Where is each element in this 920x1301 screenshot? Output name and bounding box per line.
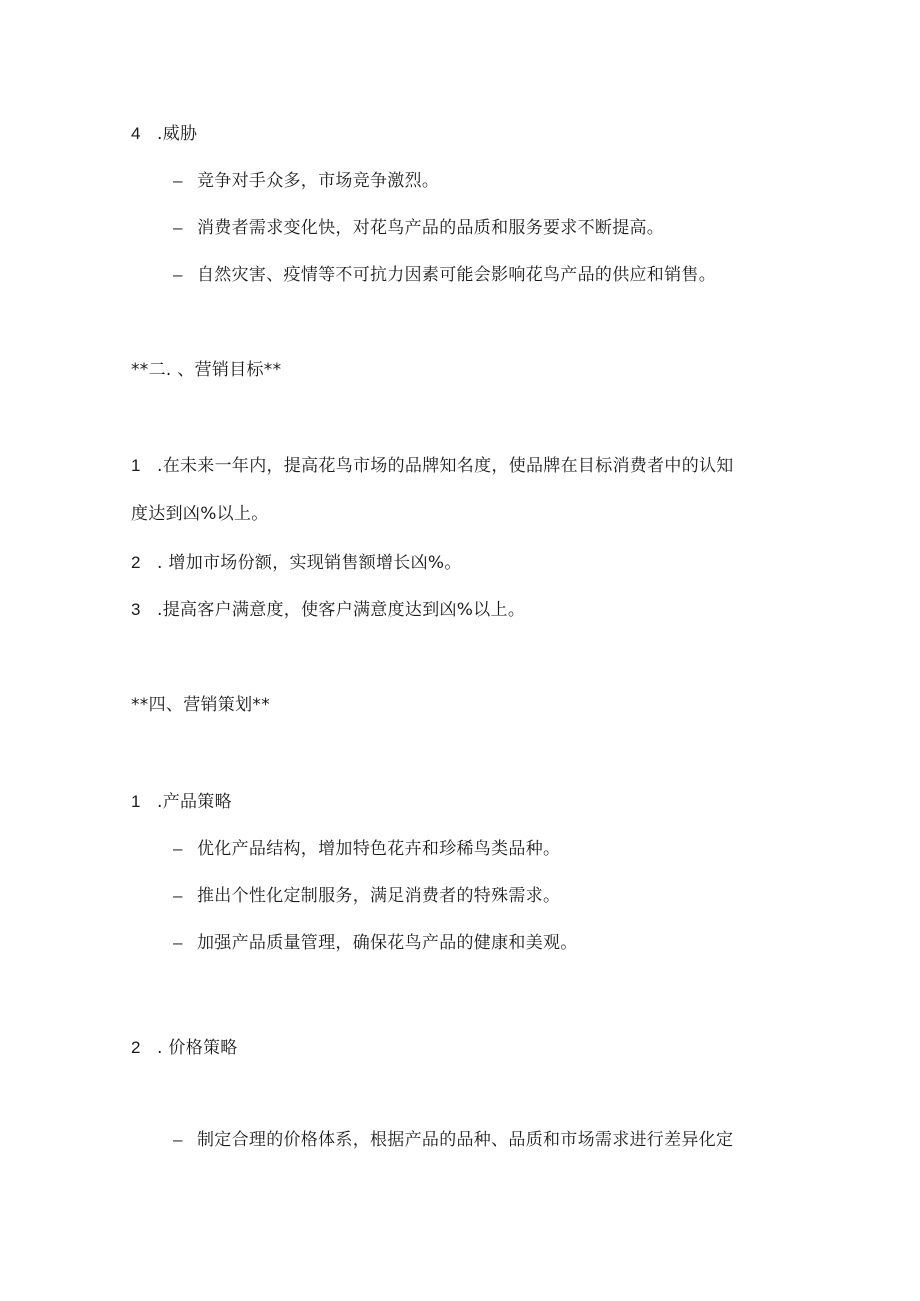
goal-item-continuation: 度达到凶%以上。 xyxy=(131,504,269,524)
section-number: 4 xyxy=(131,124,141,143)
goal-item xyxy=(131,454,734,478)
bullet-item xyxy=(173,837,560,861)
dash-marker: – xyxy=(173,933,183,952)
subsection-title: . 价格策略 xyxy=(157,1038,238,1058)
subsection-title: .产品策略 xyxy=(157,792,232,812)
bullet-text: 消费者需求变化快，对花鸟产品的品质和服务要求不断提高。 xyxy=(197,218,665,238)
bullet-item xyxy=(173,931,578,955)
bullet-item xyxy=(173,216,664,240)
dash-marker: – xyxy=(173,839,183,858)
dash-marker: – xyxy=(173,218,183,237)
goal-text: .在未来一年内，提高花鸟市场的品牌知名度，使品牌在目标消费者中的认知 xyxy=(157,456,734,476)
goal-item xyxy=(131,551,462,575)
bullet-item xyxy=(173,263,716,287)
section-threat-heading xyxy=(131,122,197,146)
goal-text: . 增加市场份额，实现销售额增长凶%。 xyxy=(157,553,462,573)
dash-marker: – xyxy=(173,265,183,284)
bullet-text: 推出个性化定制服务，满足消费者的特殊需求。 xyxy=(197,886,561,906)
goal-item xyxy=(131,598,525,622)
bullet-text: 竞争对手众多，市场竞争激烈。 xyxy=(197,171,440,191)
item-number: 2 xyxy=(131,1038,141,1057)
dash-marker: – xyxy=(173,1130,183,1149)
dash-marker: – xyxy=(173,171,183,190)
heading-marketing-goals: **二. 、营销目标** xyxy=(131,360,282,380)
bullet-item xyxy=(173,1128,733,1152)
heading-marketing-plan: **四、营销策划** xyxy=(131,695,270,715)
price-strategy-heading xyxy=(131,1036,238,1060)
product-strategy-heading xyxy=(131,790,232,814)
dash-marker: – xyxy=(173,886,183,905)
bullet-text: 自然灾害、疫情等不可抗力因素可能会影响花鸟产品的供应和销售。 xyxy=(197,265,716,285)
item-number: 1 xyxy=(131,792,141,811)
goal-text: .提高客户满意度，使客户满意度达到凶%以上。 xyxy=(157,600,526,620)
bullet-text: 制定合理的价格体系，根据产品的品种、品质和市场需求进行差异化定 xyxy=(197,1130,734,1150)
item-number: 2 xyxy=(131,553,141,572)
bullet-text: 加强产品质量管理，确保花鸟产品的健康和美观。 xyxy=(197,933,578,953)
item-number: 1 xyxy=(131,456,141,475)
bullet-text: 优化产品结构，增加特色花卉和珍稀鸟类品种。 xyxy=(197,839,561,859)
item-number: 3 xyxy=(131,600,141,619)
bullet-item xyxy=(173,169,439,193)
section-title: .威胁 xyxy=(157,124,198,144)
bullet-item xyxy=(173,884,560,908)
